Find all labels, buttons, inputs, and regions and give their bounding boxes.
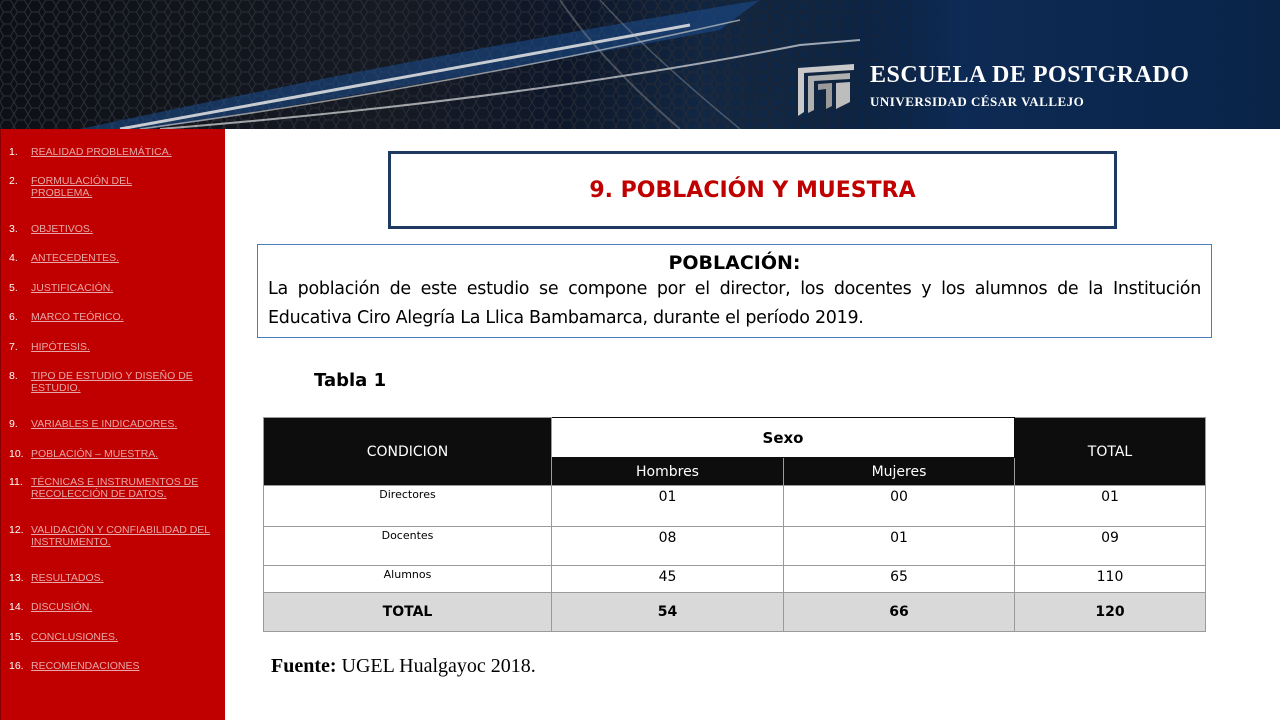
item-number: 13. <box>9 572 24 584</box>
sidebar-link[interactable]: RESULTADOS. <box>31 572 104 584</box>
slide-title-box <box>388 151 1117 229</box>
header-sex: Sexo <box>552 418 1015 458</box>
sidebar-item-validacion[interactable] <box>9 525 216 548</box>
item-number: 15. <box>9 631 24 643</box>
cell-total: 09 <box>1015 527 1206 566</box>
source-label: Fuente: <box>271 655 337 677</box>
sidebar-item-variables[interactable] <box>9 419 216 431</box>
cell-men: 45 <box>552 566 784 593</box>
sidebar-link[interactable]: DISCUSIÓN. <box>31 601 93 613</box>
total-women: 66 <box>784 593 1015 632</box>
item-number: 6. <box>9 311 18 323</box>
university-logo <box>796 62 858 120</box>
item-number: 14. <box>9 601 24 613</box>
header-banner <box>0 0 1280 129</box>
header-women: Mujeres <box>784 458 1015 486</box>
item-number: 2. <box>9 175 18 187</box>
sidebar-item-justificacion[interactable] <box>9 283 216 295</box>
sidebar-item-poblacion[interactable] <box>9 449 216 461</box>
university-name: UNIVERSIDAD CÉSAR VALLEJO <box>870 94 1085 109</box>
sidebar-link[interactable]: FORMULACIÓN DEL PROBLEMA. <box>31 175 132 199</box>
item-number: 1. <box>9 146 18 158</box>
source-text: UGEL Hualgayoc 2018. <box>336 655 536 677</box>
table-row <box>264 566 1206 593</box>
sidebar-link[interactable]: VALIDACIÓN Y CONFIABILIDAD DEL INSTRUMENTO. <box>31 524 211 548</box>
sidebar-item-antecedentes[interactable] <box>9 253 216 265</box>
sidebar-item-recomendaciones[interactable] <box>9 661 216 673</box>
item-number: 4. <box>9 252 18 264</box>
item-number: 3. <box>9 223 18 235</box>
sidebar-item-conclusiones[interactable] <box>9 632 216 644</box>
table-header-row <box>264 418 1206 458</box>
cell-total: 110 <box>1015 566 1206 593</box>
total-label: TOTAL <box>264 593 552 632</box>
sidebar-link[interactable]: MARCO TEÓRICO. <box>31 311 124 323</box>
sidebar-item-objetivos[interactable] <box>9 224 216 236</box>
sidebar-link[interactable]: TIPO DE ESTUDIO Y DISEÑO DE ESTUDIO. <box>31 370 193 394</box>
item-number: 8. <box>9 370 18 382</box>
cell-men: 01 <box>552 486 784 527</box>
header-men: Hombres <box>552 458 784 486</box>
table-caption: Tabla 1 <box>314 370 387 391</box>
cell-men: 08 <box>552 527 784 566</box>
sidebar-link[interactable]: RECOMENDACIONES <box>31 660 140 672</box>
sidebar-item-realidad[interactable] <box>9 147 216 159</box>
sidebar-item-hipotesis[interactable] <box>9 342 216 354</box>
sidebar-item-tipo-estudio[interactable] <box>9 371 216 394</box>
item-number: 10. <box>9 448 24 460</box>
sidebar-item-marco-teorico[interactable] <box>9 312 216 324</box>
header-condition: CONDICION <box>264 418 552 486</box>
item-number: 5. <box>9 282 18 294</box>
population-heading: POBLACIÓN: <box>668 252 801 274</box>
item-number: 7. <box>9 341 18 353</box>
sidebar-link[interactable]: OBJETIVOS. <box>31 223 93 235</box>
item-number: 12. <box>9 524 24 536</box>
item-number: 16. <box>9 660 24 672</box>
total-all: 120 <box>1015 593 1206 632</box>
sidebar-item-discusion[interactable] <box>9 602 216 614</box>
sidebar-item-formulacion[interactable] <box>9 176 161 199</box>
population-table <box>263 417 1206 632</box>
cell-total: 01 <box>1015 486 1206 527</box>
total-men: 54 <box>552 593 784 632</box>
sidebar-link[interactable]: HIPÓTESIS. <box>31 341 90 353</box>
sidebar-link[interactable]: POBLACIÓN – MUESTRA. <box>31 448 159 460</box>
table-row <box>264 486 1206 527</box>
sidebar-link[interactable]: ANTECEDENTES. <box>31 252 120 264</box>
school-title: ESCUELA DE POSTGRADO <box>870 62 1190 88</box>
cell-women: 65 <box>784 566 1015 593</box>
cell-women: 00 <box>784 486 1015 527</box>
sidebar-item-resultados[interactable] <box>9 573 216 585</box>
sidebar-item-tecnicas[interactable] <box>9 477 216 500</box>
item-number: 9. <box>9 418 18 430</box>
sidebar-link[interactable]: JUSTIFICACIÓN. <box>31 282 114 294</box>
sidebar-link[interactable]: REALIDAD PROBLEMÁTICA. <box>31 146 172 158</box>
slide-title: 9. POBLACIÓN Y MUESTRA <box>589 177 916 203</box>
sidebar-link[interactable]: VARIABLES E INDICADORES. <box>31 418 178 430</box>
row-label: Alumnos <box>264 566 552 593</box>
table-total-row <box>264 593 1206 632</box>
sidebar-link[interactable]: TÉCNICAS E INSTRUMENTOS DE RECOLECCIÓN DE DATOS. <box>31 476 199 500</box>
source-note <box>271 655 536 678</box>
sidebar-nav <box>0 129 225 720</box>
header-total: TOTAL <box>1015 418 1206 486</box>
row-label: Directores <box>264 486 552 527</box>
population-box <box>257 244 1212 338</box>
population-text: La población de este estudio se compone por el director, los docentes y los alumnos de la Institución Educativa Ciro Alegría La Llica Bambamarca, durante el período 2019. <box>268 279 1201 328</box>
row-label: Docentes <box>264 527 552 566</box>
sidebar-link[interactable]: CONCLUSIONES. <box>31 631 118 643</box>
item-number: 11. <box>9 476 23 488</box>
table-row <box>264 527 1206 566</box>
cell-women: 01 <box>784 527 1015 566</box>
